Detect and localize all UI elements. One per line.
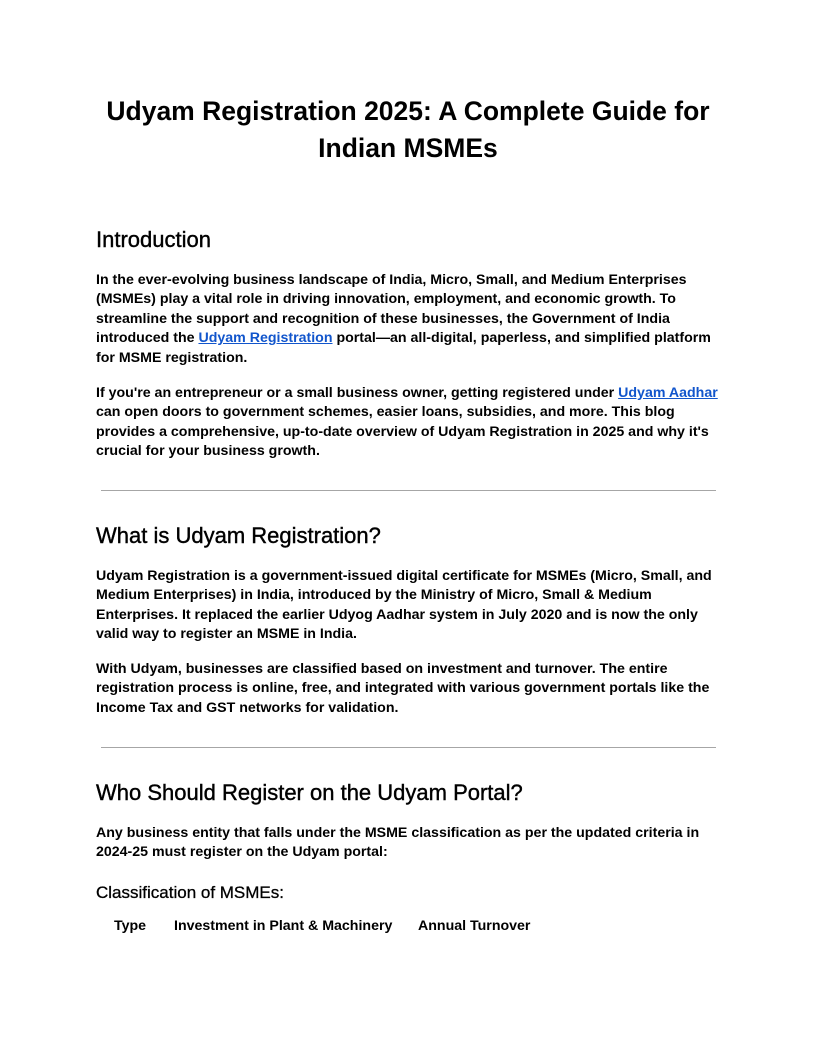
heading-what-is-udyam: What is Udyam Registration?	[96, 523, 381, 548]
table-header-investment: Investment in Plant & Machinery	[174, 918, 393, 934]
table-header-turnover: Annual Turnover	[418, 918, 531, 934]
udyam-registration-link[interactable]: Udyam Registration	[198, 330, 333, 347]
intro-p1-text-after: portal—an all-digital, paperless, and simplified platform for MSME registration.	[96, 330, 711, 366]
subheading-classification: Classification of MSMEs:	[96, 883, 284, 902]
intro-paragraph-2	[96, 384, 722, 462]
what-paragraph-2: With Udyam, businesses are classified based on investment and turnover. The entire registration process is online, free, and integrated with various government portals like the Income Tax and GST networks for validation.	[96, 661, 710, 716]
intro-p2-text-after: can open doors to government schemes, easier loans, subsidies, and more. This blog provides a comprehensive, up-to-date overview of Udyam Registration in 2025 and why it's crucial for your business growth.	[96, 404, 709, 460]
divider-1	[101, 490, 716, 491]
intro-paragraph-1	[96, 271, 722, 368]
table-header-type: Type	[114, 918, 147, 934]
who-paragraph-1: Any business entity that falls under the MSME classification as per the updated criteria in 2024-25 must register on the Udyam portal:	[96, 825, 700, 861]
intro-p1-text-before: In the ever-evolving business landscape of India, Micro, Small, and Medium Enterprises (MSMEs) play a vital role in driving innovation, employment, and economic growth. To streamline the support and recognition of these businesses, the Government of India introduced the	[96, 272, 687, 347]
intro-p2-text-before: If you're an entrepreneur or a small business owner, getting registered under	[96, 385, 619, 401]
heading-introduction: Introduction	[96, 227, 211, 252]
what-paragraph-1: Udyam Registration is a government-issued digital certificate for MSMEs (Micro, Small, and Medium Enterprises) in India, introduced by the Ministry of Micro, Small & Medium Enterprises. It replaced the earlier Udyog Aadhar system in July 2020 and is now the only valid way to register an MSME in India.	[96, 568, 712, 643]
divider-2	[101, 747, 716, 748]
page-title: Udyam Registration 2025: A Complete Guide for Indian MSMEs	[106, 96, 710, 163]
heading-who-should-register: Who Should Register on the Udyam Portal?	[96, 780, 523, 805]
udyam-aadhar-link[interactable]: Udyam Aadhar	[618, 385, 718, 401]
